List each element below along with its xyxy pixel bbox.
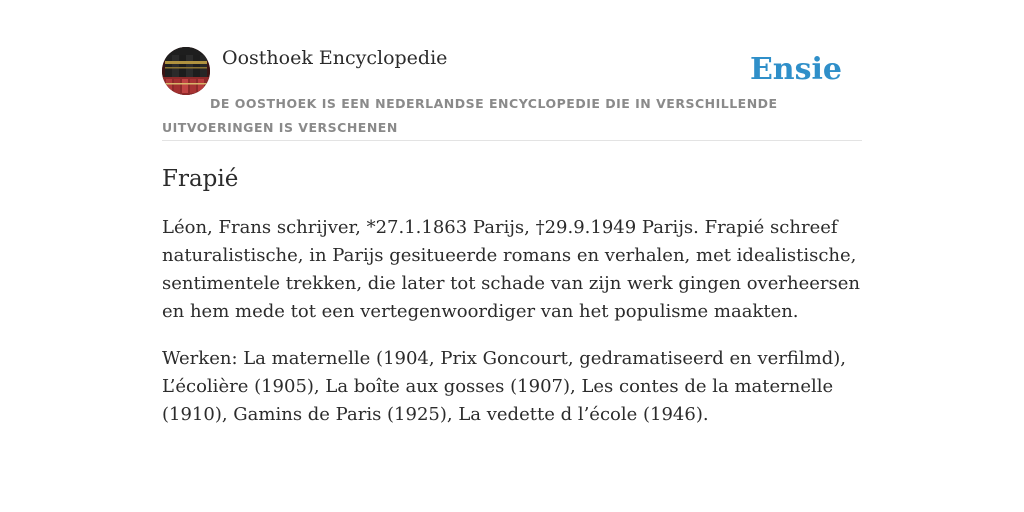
article-paragraph: Werken: La maternelle (1904, Prix Goncourt, gedramatiseerd en verfilmd), L’écolière (1905), La boîte aux gosses (1907), Les contes de la maternelle (1910), Gamins de Paris (1925), La vedette d l’école (1946). [162, 348, 846, 425]
site-header [162, 46, 862, 141]
encyclopedia-books-icon[interactable] [162, 47, 210, 95]
site-tagline: DE OOSTHOEK IS EEN NEDERLANDSE ENCYCLOPEDIE DIE IN VERSCHILLENDE UITVOERINGEN IS VERSCHENEN [162, 96, 778, 135]
article-paragraph: Léon, Frans schrijver, *27.1.1863 Parijs, †29.9.1949 Parijs. Frapié schreef naturalistische, in Parijs gesitueerde romans en verhalen, met idealistische, sentimentele trekken, die later tot schade van zijn werk gingen overheersen en hem mede tot een vertegenwoordiger van het populisme maakten. [162, 217, 860, 322]
brand-logo[interactable]: Ensie [749, 52, 842, 87]
article [162, 162, 862, 429]
article-title: Frapié [162, 166, 239, 192]
site-title[interactable]: Oosthoek Encyclopedie [222, 47, 448, 69]
